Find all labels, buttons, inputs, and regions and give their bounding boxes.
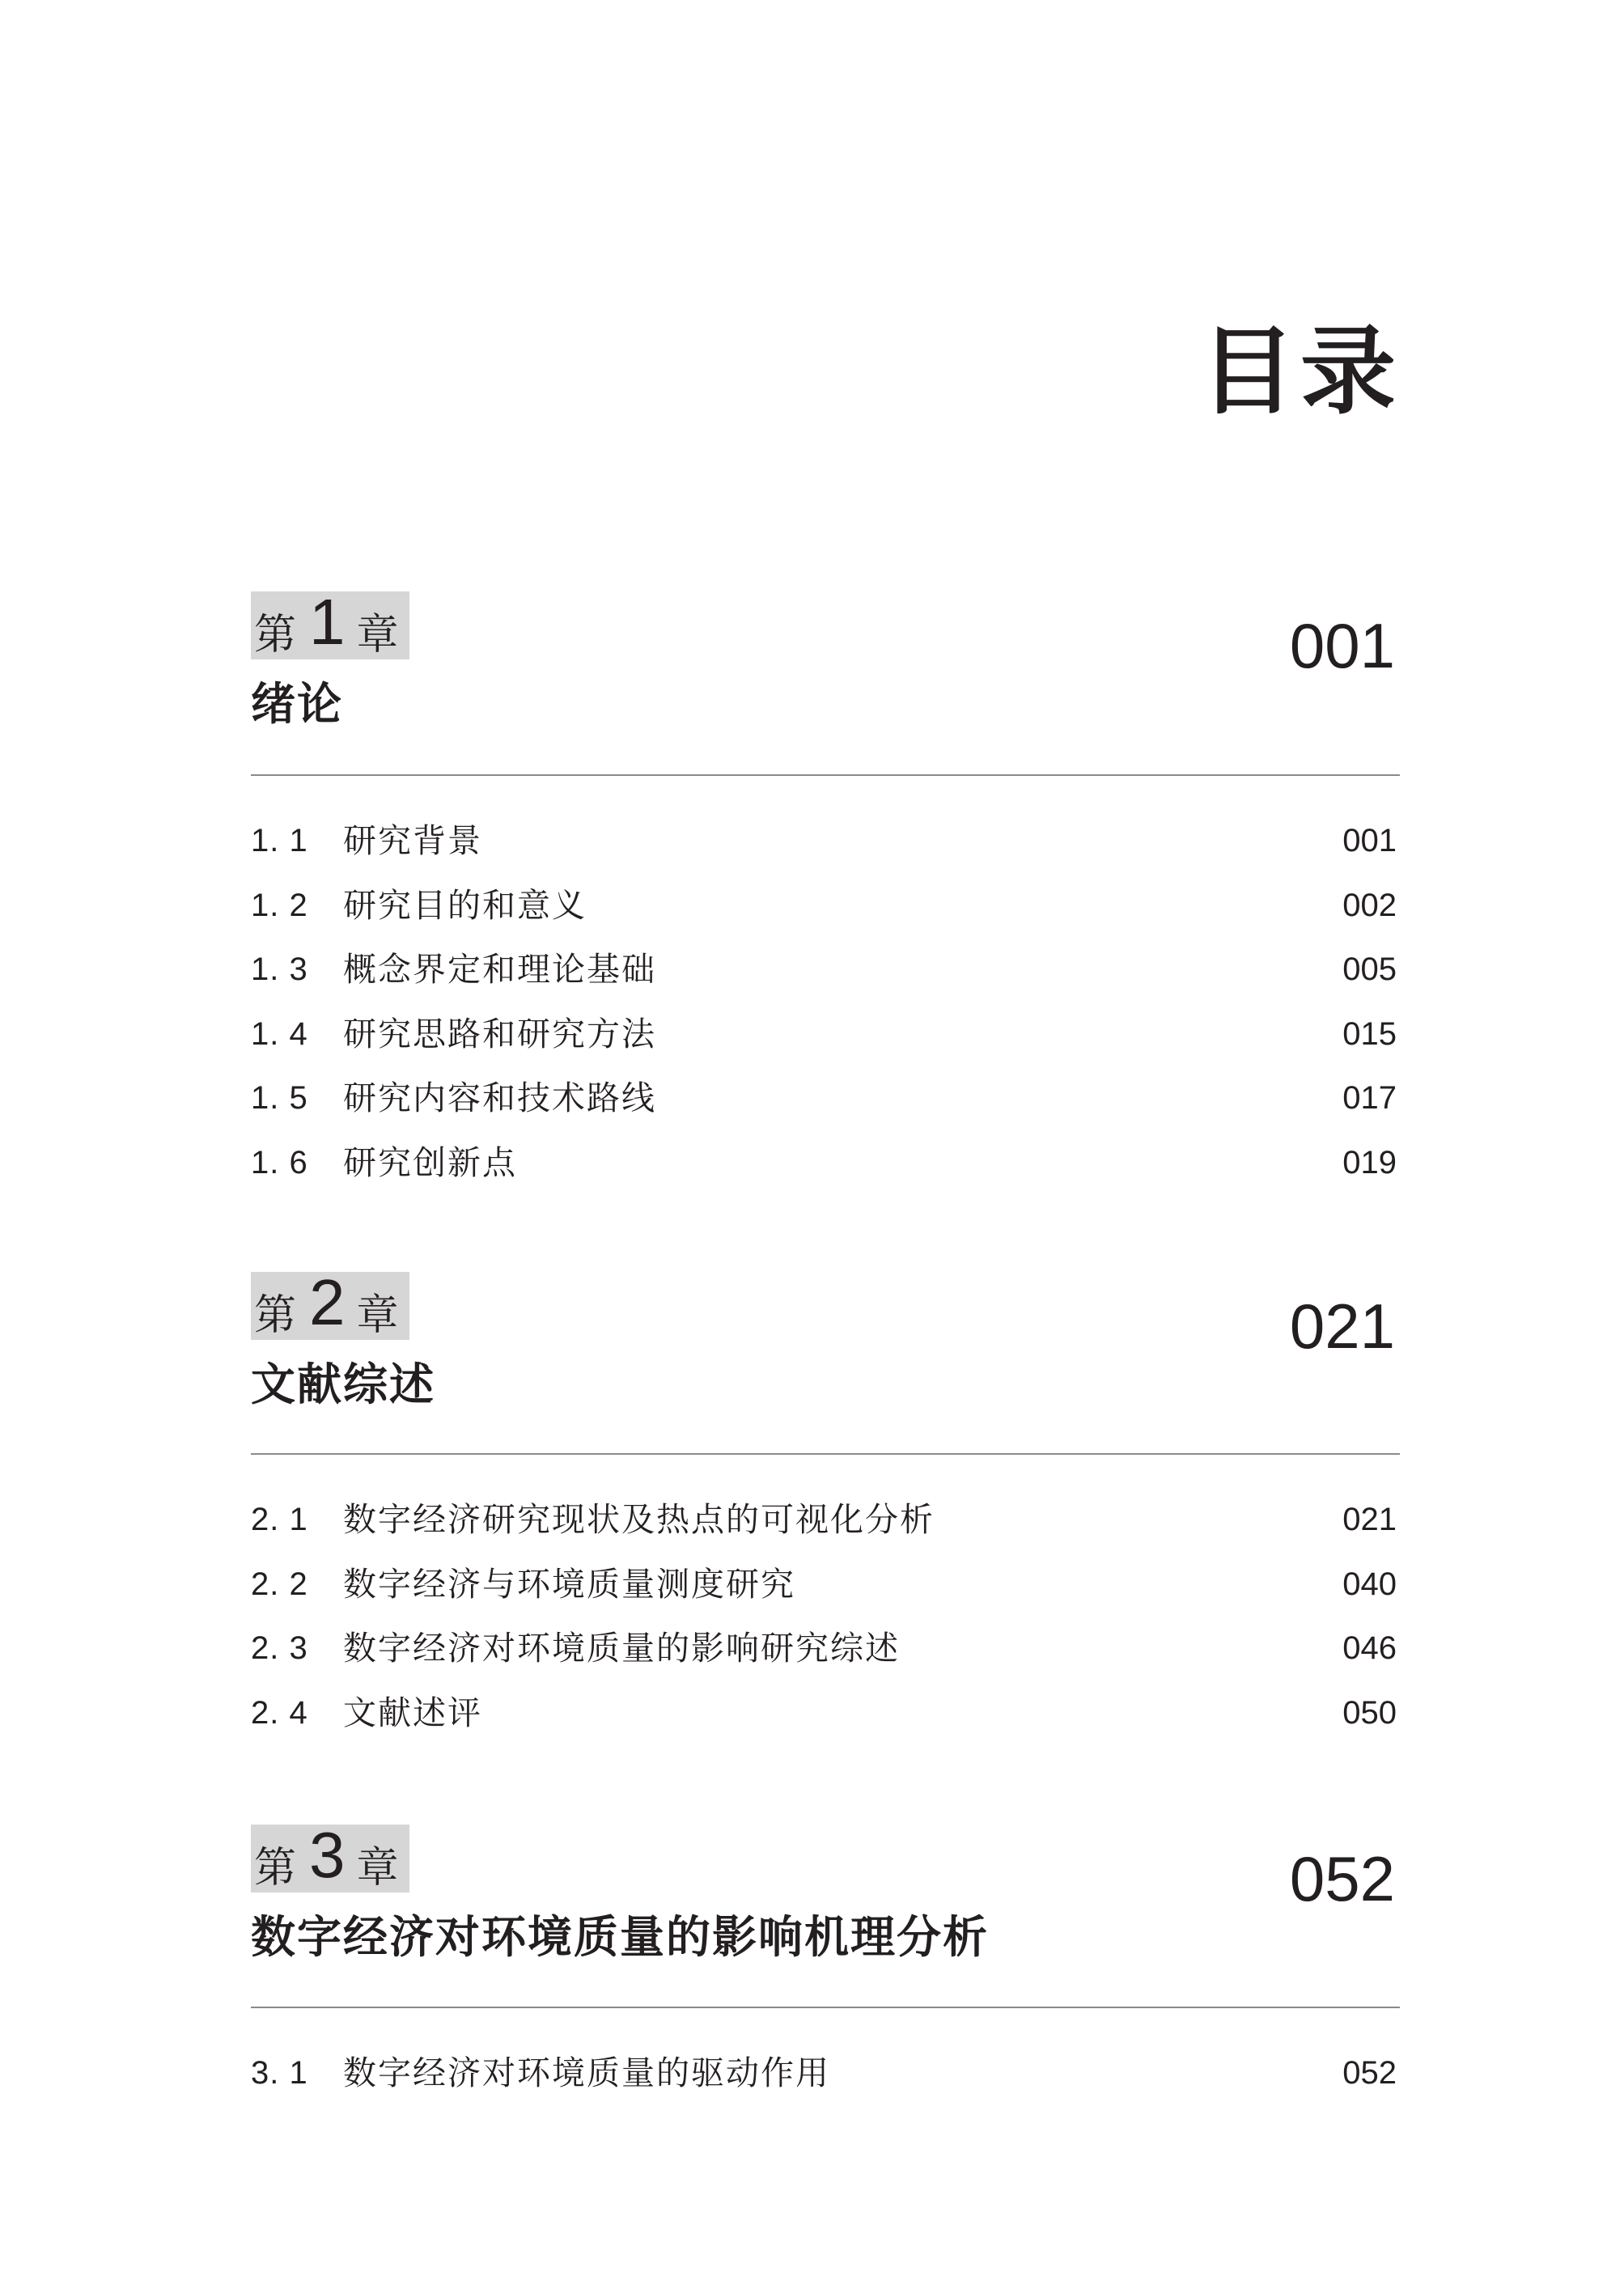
toc-entry[interactable] (251, 820, 1400, 885)
toc-entry[interactable] (251, 1142, 1400, 1207)
chapter-1 (251, 586, 1400, 1223)
toc-entry[interactable] (251, 1499, 1400, 1564)
chapter-suffix: 章 (356, 1291, 399, 1340)
chapter-3 (251, 1819, 1400, 2116)
section-number: 2. 4 (251, 1694, 308, 1731)
toc-entry[interactable] (251, 1078, 1400, 1142)
toc-title: 目录 (1199, 316, 1401, 427)
chapter-suffix: 章 (356, 1844, 399, 1892)
chapter-prefix: 第 (254, 611, 297, 659)
section-page-number: 046 (1342, 1630, 1397, 1666)
section-title: 数字经济对环境质量的影响研究综述 (343, 1629, 900, 1668)
section-number: 2. 3 (251, 1630, 308, 1666)
section-number: 1. 1 (251, 823, 308, 858)
section-number: 1. 3 (251, 952, 308, 987)
section-number: 1. 6 (251, 1144, 308, 1180)
chapter-title: 数字经济对环境质量的影响机理分析 (251, 1911, 990, 1963)
section-page-number: 050 (1342, 1694, 1397, 1731)
toc-entry[interactable] (251, 1014, 1400, 1079)
section-title: 研究目的和意义 (343, 885, 587, 925)
toc-entry[interactable] (251, 885, 1400, 950)
chapter-page-number: 001 (1289, 610, 1395, 681)
chapter-label (251, 1266, 409, 1340)
section-number: 1. 4 (251, 1015, 308, 1052)
chapter-prefix: 第 (254, 1291, 297, 1340)
chapter-number: 1 (309, 586, 346, 658)
section-title: 数字经济对环境质量的驱动作用 (343, 2054, 830, 2092)
section-page-number: 052 (1342, 2055, 1397, 2091)
chapter-title: 绪论 (251, 678, 344, 730)
chapter-title: 文献综述 (251, 1358, 436, 1410)
section-number: 1. 5 (251, 1080, 308, 1116)
toc-entry[interactable] (251, 949, 1400, 1014)
chapter-label (251, 1819, 409, 1892)
chapter-label (251, 586, 409, 659)
section-title: 研究思路和研究方法 (343, 1014, 656, 1053)
section-list (251, 1499, 1400, 1757)
section-page-number: 005 (1342, 952, 1397, 987)
chapter-page-number: 052 (1289, 1843, 1395, 1914)
chapter-prefix: 第 (254, 1844, 297, 1892)
section-page-number: 019 (1342, 1144, 1397, 1180)
section-page-number: 002 (1342, 887, 1397, 923)
section-page-number: 040 (1342, 1566, 1397, 1602)
section-page-number: 021 (1342, 1502, 1397, 1537)
chapter-divider (251, 774, 1400, 776)
section-number: 2. 1 (251, 1502, 308, 1537)
section-number: 1. 2 (251, 887, 308, 923)
section-list (251, 2053, 1400, 2117)
section-page-number: 017 (1342, 1080, 1397, 1116)
chapter-number: 3 (309, 1819, 346, 1891)
section-number: 3. 1 (251, 2055, 308, 2091)
section-page-number: 015 (1342, 1015, 1397, 1052)
section-title: 文献述评 (343, 1693, 482, 1732)
toc-entry[interactable] (251, 1564, 1400, 1629)
toc-entry[interactable] (251, 1628, 1400, 1693)
toc-entry[interactable] (251, 2053, 1400, 2117)
section-title: 研究背景 (343, 821, 482, 860)
section-title: 数字经济与环境质量测度研究 (343, 1564, 795, 1604)
section-title: 研究内容和技术路线 (343, 1079, 656, 1117)
section-list (251, 820, 1400, 1206)
chapter-divider (251, 1453, 1400, 1455)
chapter-page-number: 021 (1289, 1291, 1395, 1362)
toc-entry[interactable] (251, 1693, 1400, 1757)
chapter-divider (251, 2007, 1400, 2008)
section-title: 研究创新点 (343, 1142, 517, 1182)
section-page-number: 001 (1342, 823, 1397, 858)
chapter-number: 2 (309, 1266, 346, 1338)
section-title: 数字经济研究现状及热点的可视化分析 (343, 1500, 935, 1539)
chapter-suffix: 章 (356, 611, 399, 659)
section-number: 2. 2 (251, 1566, 308, 1602)
chapter-2 (251, 1266, 1400, 1757)
section-title: 概念界定和理论基础 (343, 950, 656, 989)
